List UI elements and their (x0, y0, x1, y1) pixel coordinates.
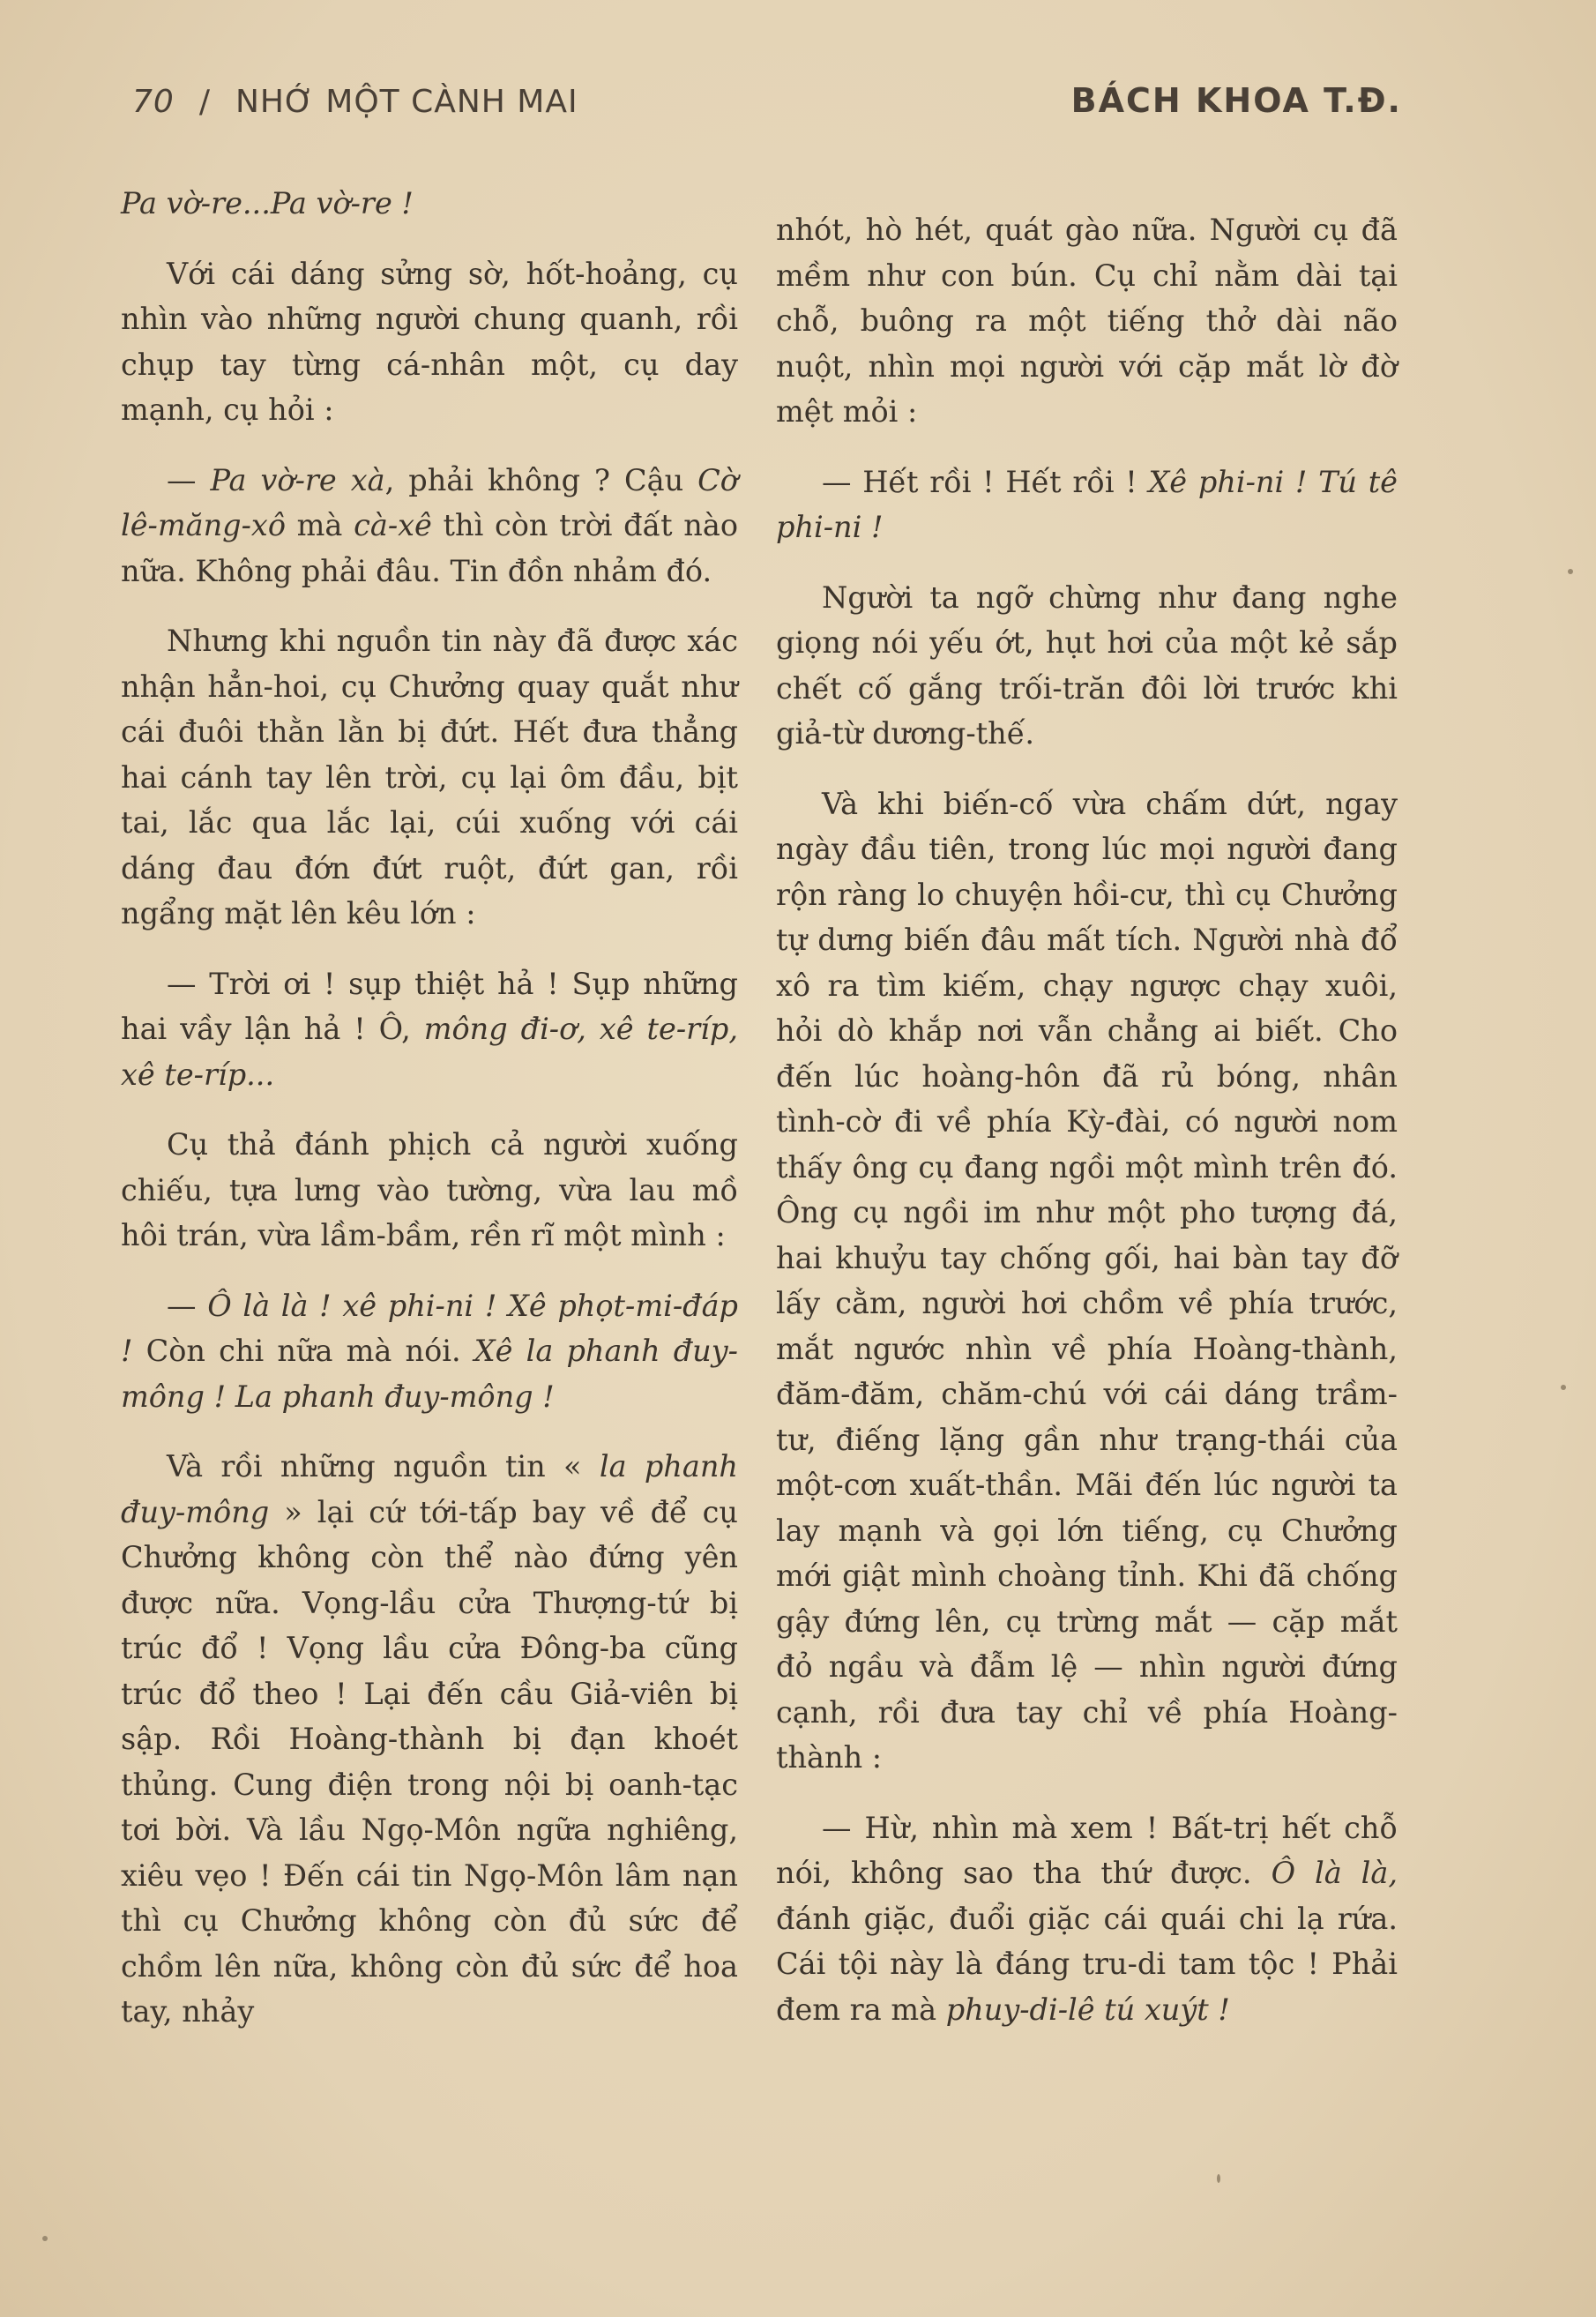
italic-run: phuy-di-lê tú xuýt ! (945, 1992, 1230, 2027)
page-number: 70 (132, 84, 175, 120)
page-header (132, 81, 1402, 134)
text-run: — Hết rồi ! Hết rồi ! (822, 464, 1149, 499)
paper-speck (1561, 1385, 1566, 1390)
italic-run: cà-xê (354, 508, 432, 542)
dialogue-paragraph (121, 1283, 738, 1420)
dialogue-paragraph (121, 961, 738, 1098)
paragraph: Người ta ngỡ chừng như đang nghe giọng nói yếu ớt, hụt hơi của một kẻ sắp chết cố gắng trối-trăn đôi lời trước khi giả-từ dương-thế. (776, 579, 1398, 751)
dialogue-paragraph (121, 458, 738, 594)
text-run: Và rồi những nguồn tin « (167, 1449, 600, 1484)
text-run: Còn chi nữa mà nói. (132, 1334, 474, 1368)
paragraph: Pa vờ-re...Pa vờ-re ! (121, 186, 414, 220)
paper-speck (42, 2236, 48, 2241)
text-run: thì còn trời đất nào nữa. Không phải đâu. Tin đồn nhảm đó. (121, 508, 738, 588)
left-column (121, 181, 738, 2059)
text-run: » lại cứ tới-tấp bay về để cụ Chưởng không còn thể nào đứng yên được nữa. Vọng-lầu cửa Thượng-tứ bị trúc đổ ! Vọng lầu cửa Đông-ba cũng trúc đổ theo ! Lại đến cầu Giả-viên bị sập. Rồi Hoàng-thành bị đạn khoét thủng. Cung điện trong nội bị oanh-tạc tơi bời. Và lầu Ngọ-Môn ngữa nghiêng, xiêu vẹo ! Đến cái tin Ngọ-Môn lâm nạn thì cụ Chưởng không còn đủ sức để chồm lên nữa, không còn đủ sức để hoa tay, nhảy (121, 1494, 738, 2029)
italic-run: mông đi-ơ, xê te-ríp, xê te-ríp... (121, 1012, 738, 1092)
publication-name: BÁCH KHOA T.Đ. (1070, 81, 1402, 120)
italic-run: Pa vờ-re xà (210, 462, 385, 497)
paragraph: Nhưng khi nguồn tin này đã được xác nhận hẳn-hoi, cụ Chưởng quay quắt như cái đuôi thằn lằn bị đứt. Hết đưa thẳng hai cánh tay lên trời, cụ lại ôm đầu, bịt tai, lắc qua lắc lại, cúi xuống với cái dáng đau đớn đứt ruột, đứt gan, rồi ngẩng mặt lên kêu lớn : (121, 624, 738, 931)
right-column (776, 207, 1398, 2057)
paper-speck (1217, 2174, 1220, 2183)
italic-run: Ô là là ! xê phi-ni ! Xê phọt-mi-đáp ! (121, 1288, 738, 1368)
italic-run: Xê la phanh đuy-mông ! La phanh đuy-mông ! (121, 1334, 739, 1414)
text-run: — (167, 462, 211, 497)
italic-run: Ô là là, (1271, 1856, 1398, 1890)
italic-run: Cờ lê-măng-xô (121, 462, 738, 542)
text-run: — Trời ơi ! sụp thiệt hả ! Sụp những hai vầy lận hả ! Ô, (121, 966, 738, 1046)
paragraph: nhót, hò hét, quát gào nữa. Người cụ đã mềm như con bún. Cụ chỉ nằm dài tại chỗ, buông ra một tiếng thở dài não nuột, nhìn mọi người với cặp mắt lờ đờ mệt mỏi : (776, 213, 1398, 429)
paragraph: Cụ thả đánh phịch cả người xuống chiếu, tựa lưng vào tường, vừa lau mồ hôi trán, vừa lầm-bầm, rền rĩ một mình : (121, 1127, 738, 1252)
paper-speck (1568, 569, 1573, 574)
text-run: đánh giặc, đuổi giặc cái quái chi lạ rứa. Cái tội này là đáng tru-di tam tộc ! Phải đem ra mà (776, 1901, 1398, 2027)
section-title: NHỚ MỘT CÀNH MAI (235, 84, 578, 120)
dialogue-paragraph (776, 1805, 1398, 2033)
header-separator: / (198, 84, 211, 120)
paragraph: Với cái dáng sửng sờ, hốt-hoảng, cụ nhìn vào những người chung quanh, rồi chụp tay từng cá-nhân một, cụ day mạnh, cụ hỏi : (121, 256, 738, 427)
text-run: mà (286, 508, 354, 542)
text-run: — (167, 1288, 208, 1323)
text-run: — Hừ, nhìn mà xem ! Bất-trị hết chỗ nói, không sao tha thứ được. (776, 1810, 1398, 1890)
dialogue-paragraph (776, 460, 1398, 550)
paragraph: Và khi biến-cố vừa chấm dứt, ngay ngày đầu tiên, trong lúc mọi người đang rộn ràng lo chuyện hồi-cư, thì cụ Chưởng tự dưng biến đâu mất tích. Người nhà đổ xô ra tìm kiếm, chạy ngược chạy xuôi, hỏi dò khắp nơi vẫn chẳng ai biết. Cho đến lúc hoàng-hôn đã rủ bóng, nhân tình-cờ đi về phía Kỳ-đài, có người nom thấy ông cụ đang ngồi một mình trên đó. Ông cụ ngồi im như một pho tượng đá, hai khuỷu tay chống gối, hai bàn tay đỡ lấy cằm, người hơi chồm về phía trước, mắt ngước nhìn về phía Hoàng-thành, đăm-đăm, chăm-chú với cái dáng trầm-tư, điếng lặng gần như trạng-thái của một-cơn xuất-thần. Mãi đến lúc người ta lay mạnh và gọi lớn tiếng, cụ Chưởng mới giật mình choàng tỉnh. Khi đã chống gậy đứng lên, cụ trừng mắt — cặp mắt đỏ ngầu và đẫm lệ — nhìn người đứng cạnh, rồi đưa tay chỉ về phía Hoàng-thành : (776, 786, 1398, 1775)
italic-run: Xê phi-ni ! Tú tê phi-ni ! (776, 464, 1398, 544)
italic-run: la phanh đuy-mông (121, 1449, 739, 1529)
running-title (132, 84, 578, 120)
text-run: , phải không ? Cậu (384, 462, 698, 497)
paragraph (121, 1444, 738, 2035)
